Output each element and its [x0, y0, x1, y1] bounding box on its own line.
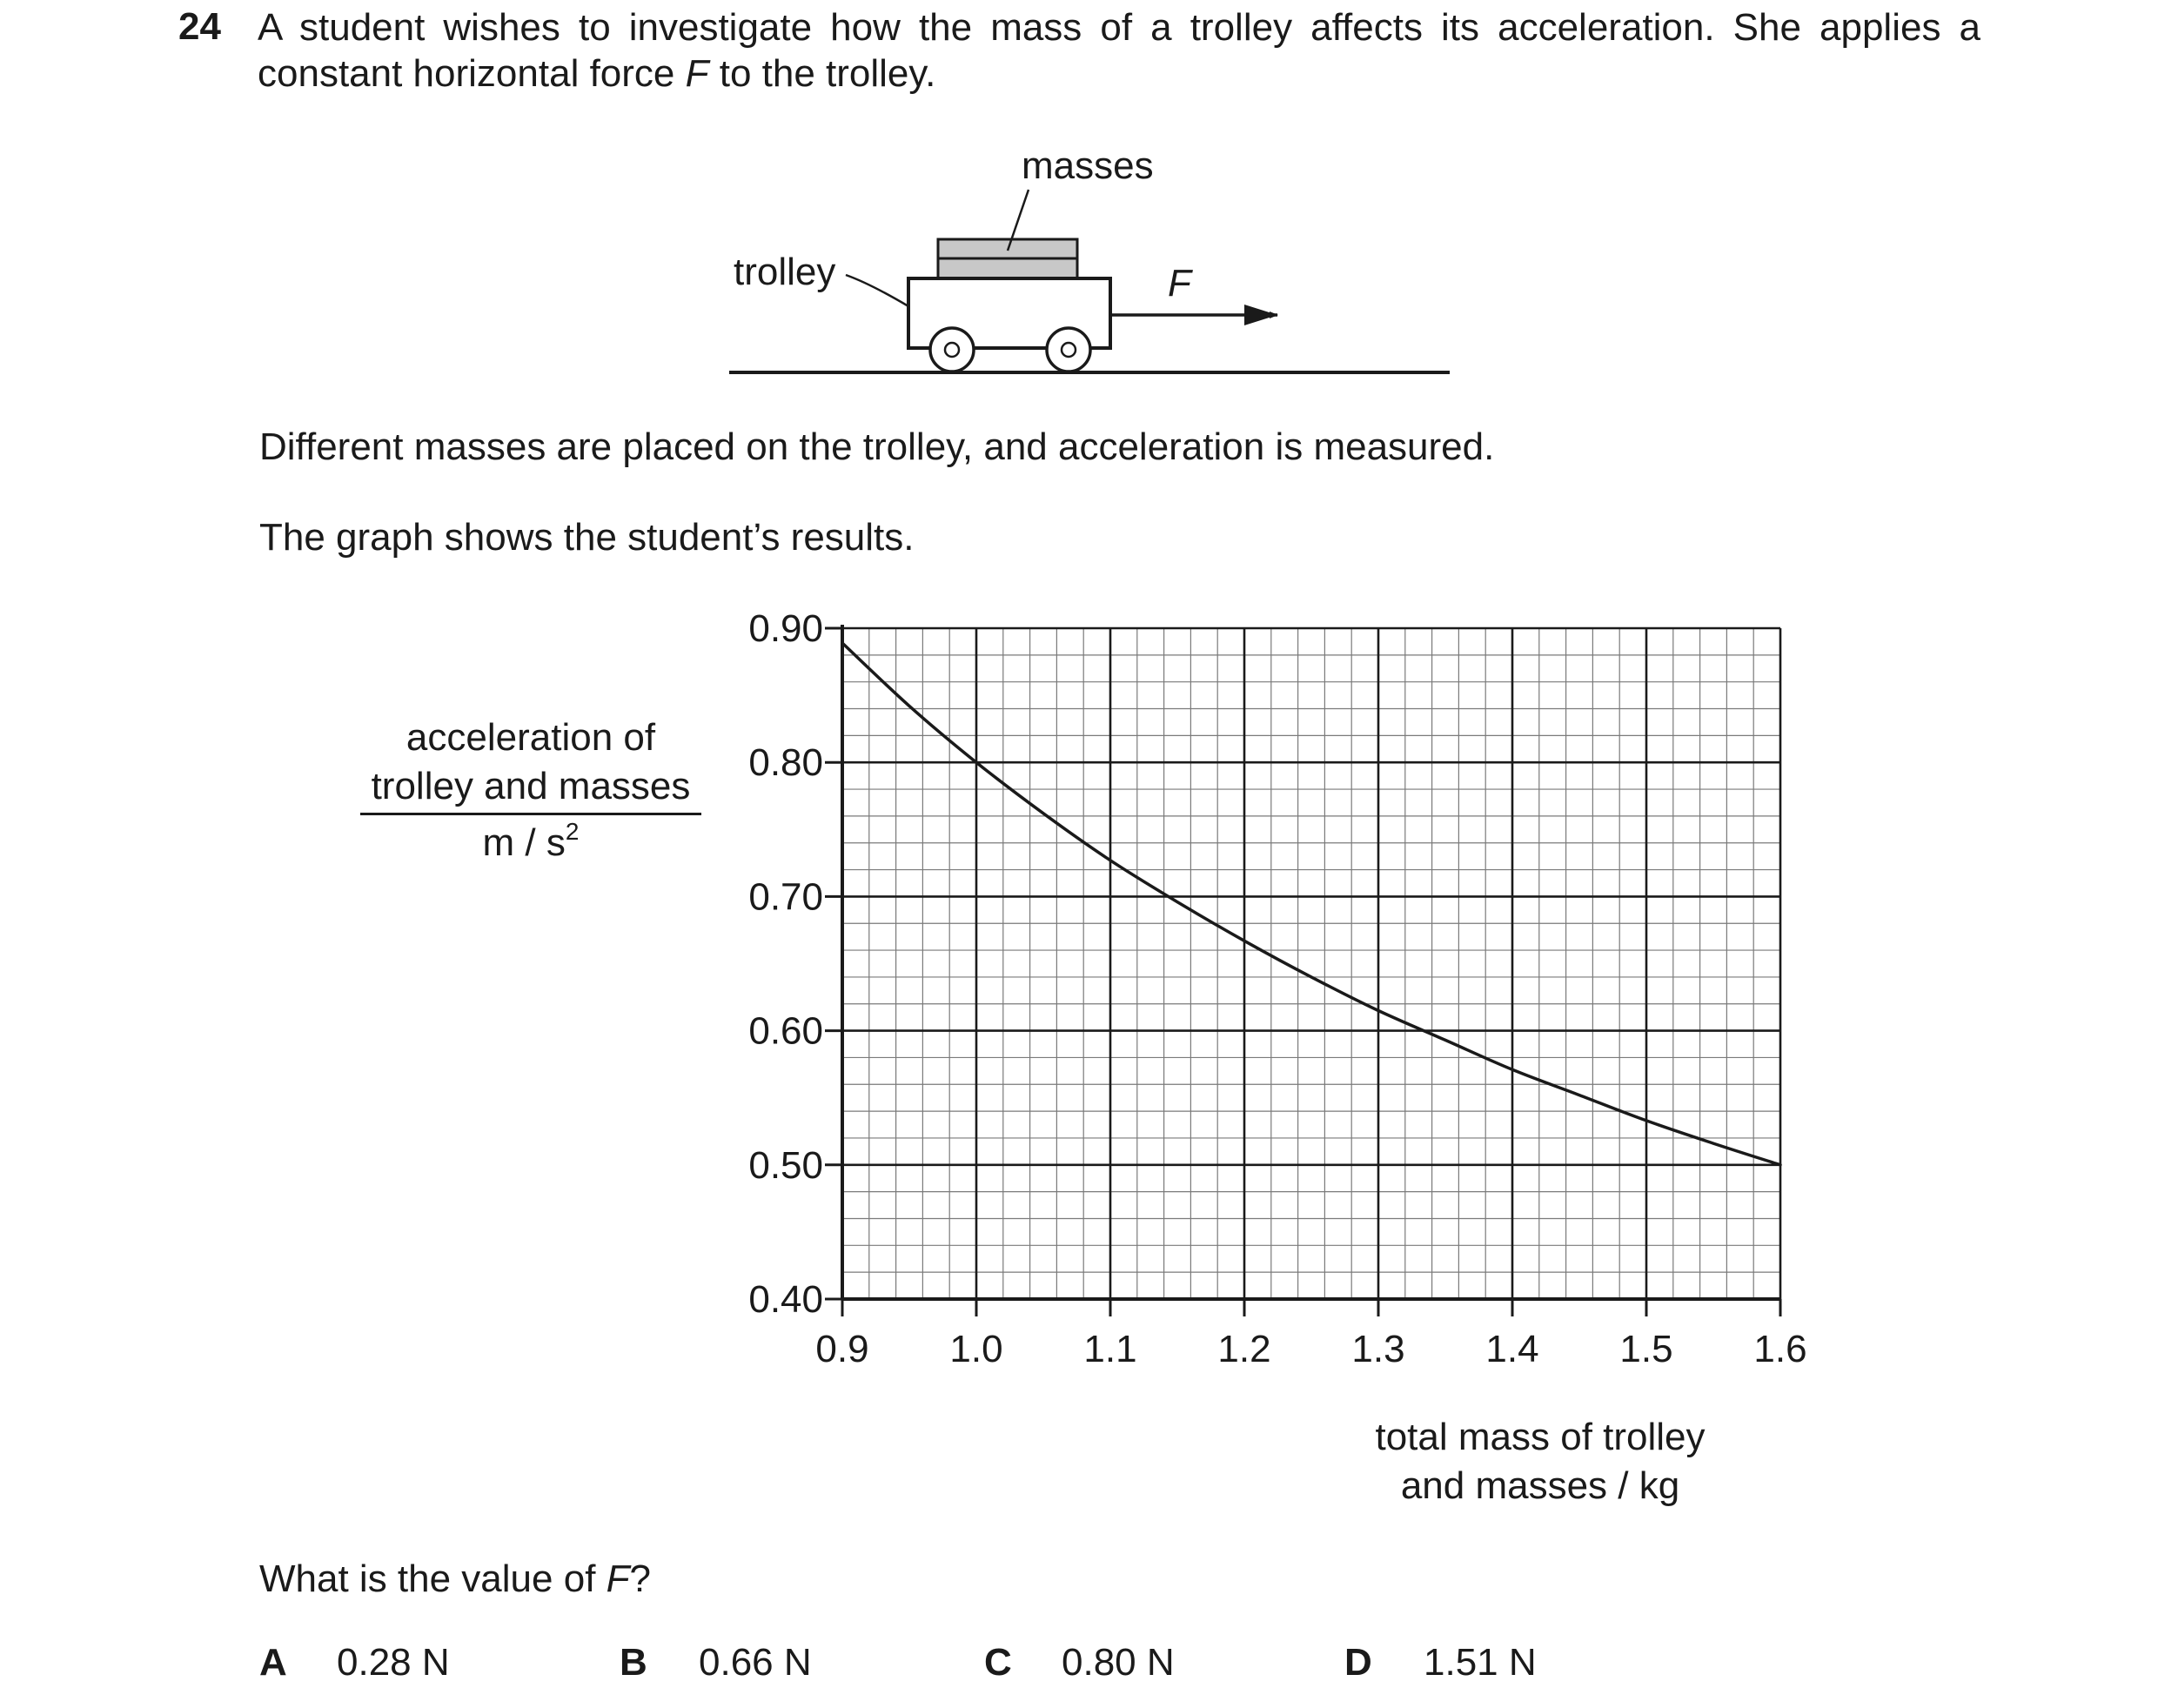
option-c-value[interactable]: 0.80 N — [1062, 1641, 1175, 1684]
x-tick-label: 1.1 — [1083, 1328, 1137, 1370]
y-tick-label: 0.40 — [748, 1278, 823, 1321]
stem-line-2-end: to the trolley. — [708, 52, 936, 95]
stem-line-2-start: constant horizontal force — [258, 52, 686, 95]
question-prompt — [259, 1557, 651, 1602]
x-tick-label: 0.9 — [815, 1328, 869, 1370]
y-axis-unit-base: m / s — [482, 821, 566, 864]
y-tick-label: 0.90 — [748, 607, 823, 650]
prompt-force-symbol: F — [606, 1557, 630, 1600]
prompt-question-mark: ? — [629, 1557, 652, 1600]
y-tick-label: 0.50 — [748, 1143, 823, 1187]
y-axis-label-line2: trolley and masses — [371, 765, 691, 807]
tick-labels — [748, 607, 1806, 1370]
y-tick-label: 0.70 — [748, 875, 823, 919]
y-tick-label: 0.80 — [748, 741, 823, 785]
x-tick-label: 1.6 — [1753, 1328, 1807, 1370]
x-axis-label-line1: total mass of trolley — [1375, 1416, 1706, 1458]
x-tick-label: 1.2 — [1217, 1328, 1271, 1370]
option-a-value[interactable]: 0.28 N — [337, 1641, 450, 1684]
grid-major — [842, 628, 1780, 1299]
paragraph-graph: The graph shows the student’s results. — [259, 516, 915, 559]
x-tick-label: 1.4 — [1485, 1328, 1539, 1370]
y-axis-label-line1: acceleration of — [405, 716, 656, 759]
y-axis-unit-exponent: 2 — [565, 818, 580, 845]
grid-minor — [842, 628, 1780, 1299]
option-a-letter[interactable]: A — [259, 1641, 287, 1684]
series-line — [842, 643, 1780, 1165]
question-number: 24 — [178, 5, 221, 48]
axes — [842, 625, 1780, 1299]
x-tick-label: 1.3 — [1351, 1328, 1405, 1370]
masses-label: masses — [1022, 144, 1154, 187]
y-tick-label: 0.60 — [748, 1009, 823, 1053]
trolley-label: trolley — [734, 251, 836, 293]
x-tick-label: 1.5 — [1619, 1328, 1673, 1370]
force-symbol: F — [685, 52, 709, 95]
option-b-letter[interactable]: B — [620, 1641, 647, 1684]
x-tick-label: 1.0 — [949, 1328, 1003, 1370]
option-d-letter[interactable]: D — [1344, 1641, 1372, 1684]
paragraph-masses: Different masses are placed on the trolley, and acceleration is measured. — [259, 425, 1495, 468]
series — [842, 643, 1780, 1165]
stem-line-1: A student wishes to investigate how the mass of a trolley affects its acceleration. She applies a — [258, 6, 1980, 49]
force-label: F — [1168, 262, 1191, 305]
option-b-value[interactable]: 0.66 N — [699, 1641, 812, 1684]
x-axis-label-line2: and masses / kg — [1400, 1464, 1680, 1507]
prompt-text: What is the value of — [259, 1557, 607, 1600]
option-c-letter[interactable]: C — [984, 1641, 1012, 1684]
option-d-value[interactable]: 1.51 N — [1424, 1641, 1537, 1684]
